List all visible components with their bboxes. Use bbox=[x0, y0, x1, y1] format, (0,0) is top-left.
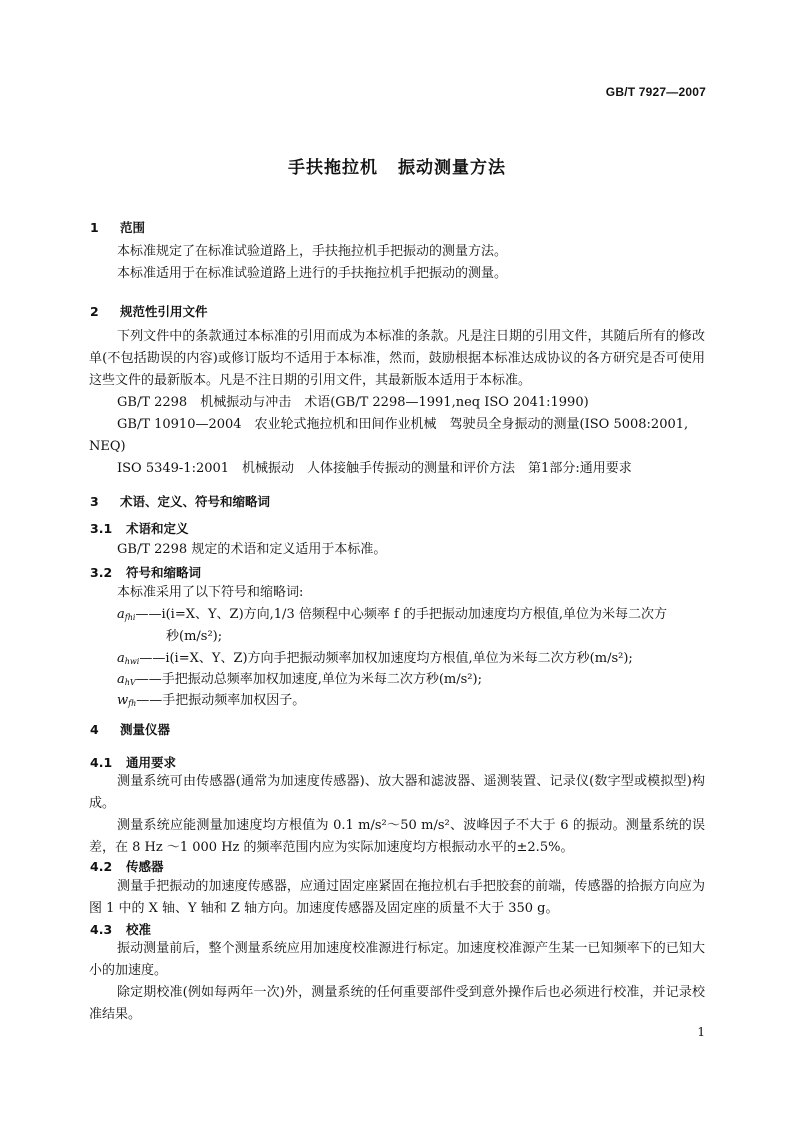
reference-2-continued: NEQ) bbox=[89, 439, 126, 454]
title-part-1: 手扶拖拉机 bbox=[288, 158, 378, 178]
section-4-3-para-2: 除定期校准(例如每两年一次)外，测量系统的任何重要部件受到意外操作后也必须进行校准，并记录校准结果。 bbox=[89, 985, 705, 1022]
section-4-3-heading: 4.3 校准 bbox=[90, 922, 152, 937]
standard-number: GB/T 7927—2007 bbox=[605, 85, 706, 99]
section-1-heading: 1 范围 bbox=[90, 220, 146, 235]
title-part-2: 振动测量方法 bbox=[398, 158, 506, 178]
section-1-para-1: 本标准规定了在标准试验道路上，手扶拖拉机手把振动的测量方法。 bbox=[117, 244, 508, 259]
section-2-para-1: 下列文件中的条款通过本标准的引用而成为本标准的条款。凡是注日期的引用文件，其随后所有的修改单(不包括勘误的内容)或修订版均不适用于本标准，然而，鼓励根据本标准达成协议的各方研究是否可使用这些文件的最新版本。凡是不注日期的引用文件，其最新版本适用于本标准。 bbox=[89, 329, 705, 388]
section-3-1-para: GB/T 2298 规定的术语和定义适用于本标准。 bbox=[117, 542, 387, 557]
symbol-def-3: $a_{hV}——$手把振动总频率加权加速度,单位为米每二次方秒(m/s²); bbox=[117, 672, 482, 687]
section-4-2-para: 测量手把振动的加速度传感器，应通过固定座紧固在拖拉机右手把胶套的前端，传感器的拾振方向应为图 1 中的 X 轴、Y 轴和 Z 轴方向。加速度传感器及固定座的质量不大于 350 g。 bbox=[89, 879, 705, 916]
symbol-def-2: $a_{hwi}——i(i=X$、Y、Z)方向手把振动频率加权加速度均方根值,单位为米每二次方秒(m/s²); bbox=[117, 651, 633, 666]
reference-3: ISO 5349-1:2001 机械振动 人体接触手传振动的测量和评价方法 第1部分:通用要求 bbox=[117, 461, 632, 476]
section-3-2-heading: 3.2 符号和缩略词 bbox=[90, 565, 202, 580]
symbol-def-1: $a_{fhi}——i(i=X$、Y、Z)方向,1/3 倍频程中心频率 f 的手把振动加速度均方根值,单位为米每二次方 bbox=[117, 607, 668, 622]
section-3-2-intro: 本标准采用了以下符号和缩略词: bbox=[117, 585, 304, 600]
section-4-1-para-1: 测量系统可由传感器(通常为加速度传感器)、放大器和滤波器、遥测装置、记录仪(数字型或模拟型)构成。 bbox=[89, 774, 705, 811]
section-2-heading: 2 规范性引用文件 bbox=[90, 304, 208, 319]
section-4-2-heading: 4.2 传感器 bbox=[90, 859, 164, 874]
section-3-heading: 3 术语、定义、符号和缩略词 bbox=[90, 494, 271, 509]
section-4-3-para-1: 振动测量前后，整个测量系统应用加速度校准源进行标定。加速度校准源产生某一已知频率下的已知大小的加速度。 bbox=[89, 941, 705, 978]
symbol-def-1-continued: 秒(m/s²); bbox=[166, 629, 223, 644]
page-number: 1 bbox=[697, 1025, 705, 1039]
section-4-1-heading: 4.1 通用要求 bbox=[90, 755, 177, 770]
symbol-def-4: $w_{fh}——$手把振动频率加权因子。 bbox=[117, 693, 306, 708]
reference-2: GB/T 10910—2004 农业轮式拖拉机和田间作业机械 驾驶员全身振动的测量(ISO 5008:2001, bbox=[117, 417, 689, 432]
section-1-para-2: 本标准适用于在标准试验道路上进行的手扶拖拉机手把振动的测量。 bbox=[117, 266, 508, 281]
section-4-1-para-2: 测量系统应能测量加速度均方根值为 0.1 m/s²～50 m/s²、波峰因子不大于 6 的振动。测量系统的误差，在 8 Hz ～1 000 Hz 的频率范围内应为实际加速度均方根振动水平的±2.5%。 bbox=[89, 818, 705, 855]
section-4-heading: 4 测量仪器 bbox=[90, 722, 171, 737]
page-title bbox=[0, 153, 794, 178]
reference-1: GB/T 2298 机械振动与冲击 术语(GB/T 2298—1991,neq ISO 2041:1990) bbox=[117, 395, 589, 410]
section-3-1-heading: 3.1 术语和定义 bbox=[90, 521, 189, 536]
